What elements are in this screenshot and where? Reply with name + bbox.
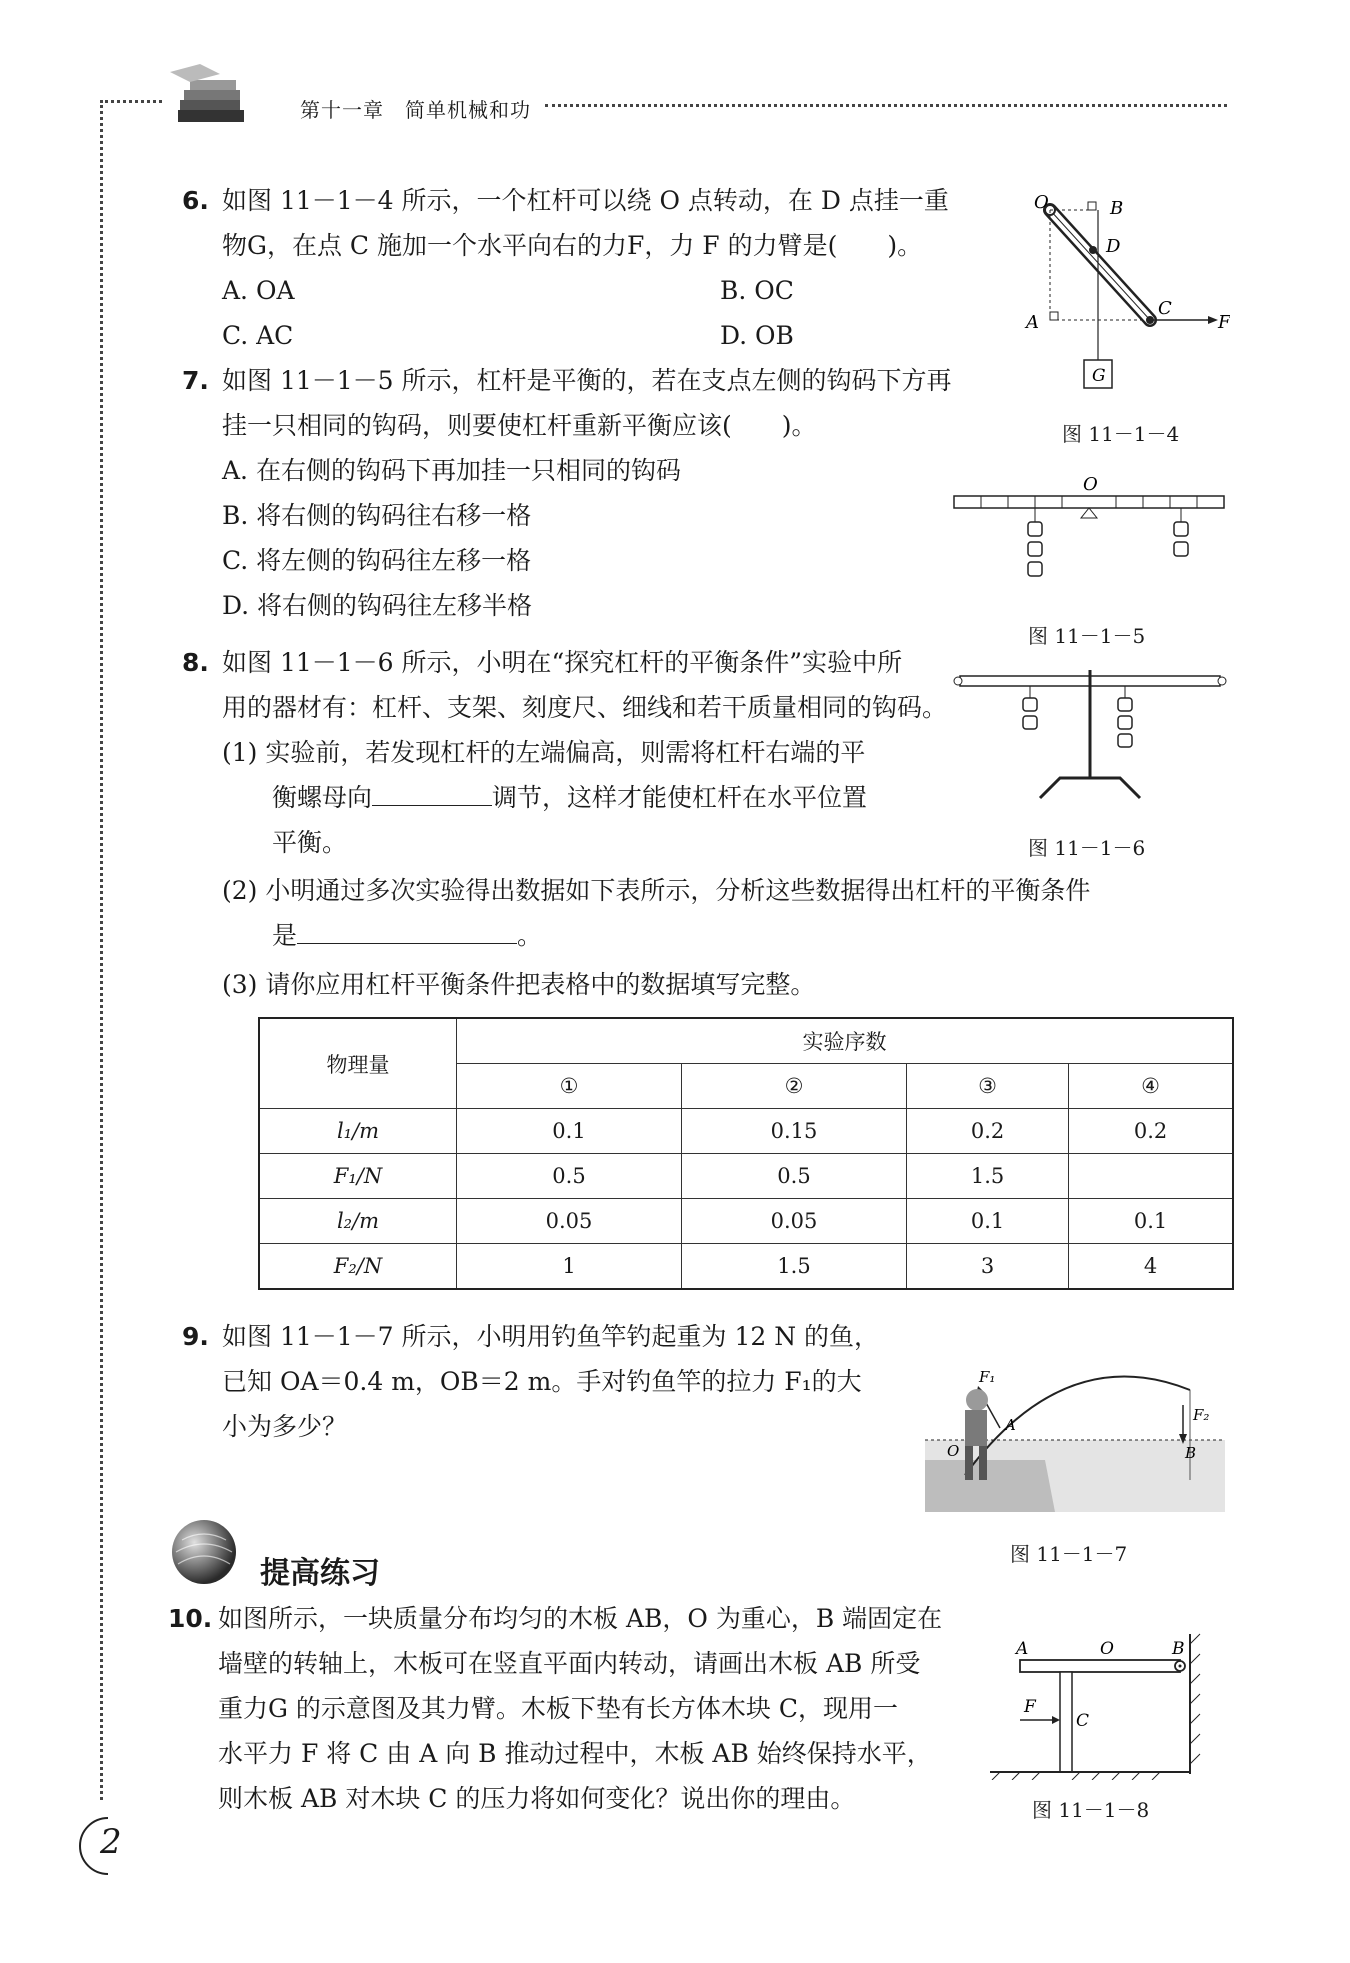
svg-text:O: O bbox=[947, 1442, 960, 1460]
table-col-header: ③ bbox=[907, 1064, 1069, 1109]
svg-text:G: G bbox=[1092, 366, 1106, 386]
question-9-line2: 已知 OA＝0.4 m，OB＝2 m。手对钓鱼竿的拉力 F₁的大 bbox=[222, 1367, 862, 1396]
svg-text:A: A bbox=[1005, 1416, 1016, 1434]
question-7-number: 7. bbox=[182, 366, 209, 395]
question-7-option-b: B. 将右侧的钩码往右移一格 bbox=[222, 501, 532, 530]
chapter-title: 第十一章 简单机械和功 bbox=[300, 98, 531, 122]
figure-11-1-7 bbox=[925, 1330, 1225, 1512]
header-dotted-line-left bbox=[100, 100, 162, 103]
table-col-header: ① bbox=[457, 1064, 682, 1109]
table-row: l₂/m 0.05 0.05 0.1 0.1 bbox=[259, 1199, 1233, 1244]
question-6-option-d: D. OB bbox=[720, 321, 794, 350]
table-row: l₁/m 0.1 0.15 0.2 0.2 bbox=[259, 1109, 1233, 1154]
question-8-line1: 如图 11－1－6 所示，小明在“探究杠杆的平衡条件”实验中所 bbox=[222, 648, 903, 677]
globe-icon bbox=[168, 1516, 240, 1588]
table-col-header: ④ bbox=[1069, 1064, 1233, 1109]
page-number: 2 bbox=[100, 1822, 122, 1862]
table-row: F₁/N 0.5 0.5 1.5 bbox=[259, 1154, 1233, 1199]
question-8-part1-line3: 平衡。 bbox=[272, 828, 348, 857]
figure-11-1-8-caption: 图 11－1－8 bbox=[1032, 1798, 1150, 1822]
question-8-part2-line1: (2) 小明通过多次实验得出数据如下表所示，分析这些数据得出杠杆的平衡条件 bbox=[222, 876, 1091, 905]
svg-text:A: A bbox=[1026, 312, 1039, 333]
svg-text:O: O bbox=[1034, 192, 1049, 213]
question-6-number: 6. bbox=[182, 186, 209, 215]
block-c bbox=[1060, 1672, 1072, 1772]
question-8-part2-line2: 是 。 bbox=[272, 913, 542, 958]
answer-blank-1[interactable] bbox=[372, 779, 492, 806]
header-dotted-line-right bbox=[545, 104, 1227, 107]
question-10-line4: 水平力 F 将 C 由 A 向 B 推动过程中，木板 AB 始终保持水平， bbox=[218, 1739, 932, 1768]
question-9-number: 9. bbox=[182, 1322, 209, 1351]
stand-base bbox=[1040, 778, 1140, 798]
svg-text:B: B bbox=[1110, 198, 1124, 219]
table-group-header: 实验序数 bbox=[457, 1018, 1234, 1064]
data-table bbox=[258, 1017, 1234, 1290]
svg-text:A: A bbox=[1016, 1639, 1029, 1659]
figure-11-1-7-caption: 图 11－1－7 bbox=[1010, 1542, 1128, 1566]
svg-text:F₁: F₁ bbox=[979, 1368, 996, 1386]
question-7-option-a: A. 在右侧的钩码下再加挂一只相同的钩码 bbox=[222, 456, 681, 485]
question-8-part3: (3) 请你应用杠杆平衡条件把表格中的数据填写完整。 bbox=[222, 970, 816, 999]
dock bbox=[925, 1460, 1055, 1512]
wooden-board-ab bbox=[1020, 1660, 1180, 1672]
svg-text:B: B bbox=[1185, 1444, 1197, 1462]
question-7-option-c: C. 将左侧的钩码往左移一格 bbox=[222, 546, 532, 575]
svg-text:C: C bbox=[1076, 1711, 1090, 1731]
svg-text:B: B bbox=[1172, 1639, 1185, 1659]
question-8-part1-line2: 衡螺母向 调节，这样才能使杠杆在水平位置 bbox=[272, 775, 867, 820]
question-8-number: 8. bbox=[182, 648, 209, 677]
svg-text:F: F bbox=[1218, 312, 1230, 333]
left-margin-rail bbox=[100, 100, 103, 1800]
question-10-line3: 重力G 的示意图及其力臂。木板下垫有长方体木块 C，现用一 bbox=[218, 1694, 898, 1723]
question-6-option-a: A. OA bbox=[222, 276, 295, 305]
question-9-line3: 小为多少？ bbox=[222, 1412, 348, 1441]
question-6-line2: 物G，在点 C 施加一个水平向右的力F，力 F 的力臂是( )。 bbox=[222, 231, 923, 260]
question-10-line2: 墙壁的转轴上，木板可在竖直平面内转动，请画出木板 AB 所受 bbox=[218, 1649, 921, 1678]
table-corner-header: 物理量 bbox=[259, 1018, 457, 1109]
point-c bbox=[1146, 316, 1154, 324]
question-10-line1: 如图所示，一块质量分布均匀的木板 AB，O 为重心，B 端固定在 bbox=[218, 1604, 943, 1633]
figure-11-1-5 bbox=[950, 470, 1230, 610]
question-10-number: 10. bbox=[168, 1604, 213, 1633]
figure-11-1-6-caption: 图 11－1－6 bbox=[1028, 836, 1146, 860]
question-6-line1: 如图 11－1－4 所示，一个杠杆可以绕 O 点转动，在 D 点挂一重 bbox=[222, 186, 949, 215]
svg-text:F: F bbox=[1024, 1697, 1036, 1717]
point-d bbox=[1089, 246, 1097, 254]
fulcrum bbox=[1081, 508, 1097, 518]
section-title: 提高练习 bbox=[260, 1556, 380, 1591]
table-col-header: ② bbox=[682, 1064, 907, 1109]
svg-text:D: D bbox=[1106, 236, 1121, 257]
question-8-part1-line1: (1) 实验前，若发现杠杆的左端偏高，则需将杠杆右端的平 bbox=[222, 738, 866, 767]
question-6-option-c: C. AC bbox=[222, 321, 294, 350]
answer-blank-2[interactable] bbox=[297, 917, 517, 944]
svg-text:C: C bbox=[1158, 298, 1172, 319]
question-7-line1: 如图 11－1－5 所示，杠杆是平衡的，若在支点左侧的钩码下方再 bbox=[222, 366, 952, 395]
books-logo-icon bbox=[160, 62, 260, 132]
svg-text:O: O bbox=[1100, 1639, 1114, 1659]
question-7-line2: 挂一只相同的钩码，则要使杠杆重新平衡应该( )。 bbox=[222, 411, 817, 440]
figure-11-1-4-caption: 图 11－1－4 bbox=[1062, 422, 1180, 446]
figure-11-1-4 bbox=[1010, 190, 1230, 410]
svg-text:O: O bbox=[1083, 474, 1098, 495]
lever-bar bbox=[954, 496, 1224, 508]
question-8-line2: 用的器材有：杠杆、支架、刻度尺、细线和若干质量相同的钩码。 bbox=[222, 693, 948, 722]
figure-11-1-6 bbox=[950, 668, 1230, 808]
figure-11-1-5-caption: 图 11－1－5 bbox=[1028, 624, 1146, 648]
question-6-option-b: B. OC bbox=[720, 276, 794, 305]
question-10-line5: 则木板 AB 对木块 C 的压力将如何变化？说出你的理由。 bbox=[218, 1784, 856, 1813]
table-empty-cell[interactable] bbox=[1069, 1154, 1233, 1199]
table-row: F₂/N 1 1.5 3 4 bbox=[259, 1244, 1233, 1290]
figure-11-1-8 bbox=[990, 1630, 1210, 1780]
question-7-option-d: D. 将右侧的钩码往左移半格 bbox=[222, 591, 533, 620]
question-9-line1: 如图 11－1－7 所示，小明用钓鱼竿钓起重为 12 N 的鱼， bbox=[222, 1322, 880, 1351]
svg-text:F₂: F₂ bbox=[1193, 1406, 1210, 1424]
